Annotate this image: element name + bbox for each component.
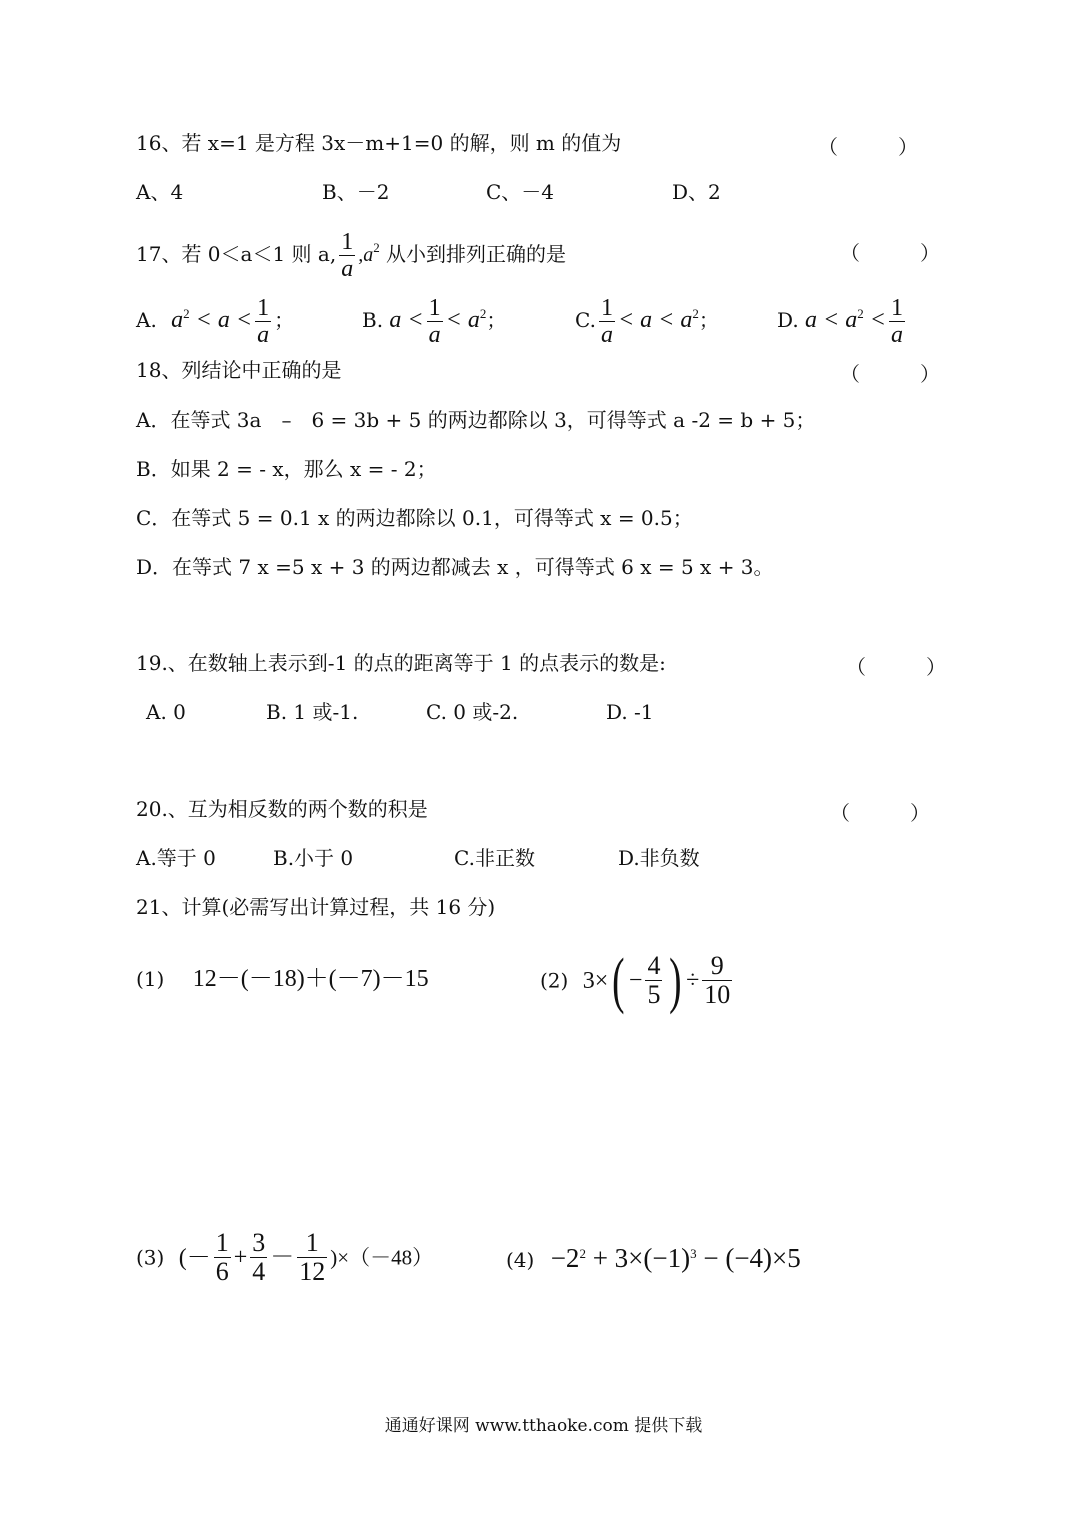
q16-option-b: B、－2 bbox=[322, 180, 390, 204]
q21-part-3-tail: )×（－48） bbox=[330, 1245, 434, 1270]
q18-option-c: C．在等式 5 = 0.1 x 的两边都除以 0.1，可得等式 x = 0.5； bbox=[136, 506, 693, 530]
q17-option-d-label: D. bbox=[777, 308, 799, 332]
q20-option-a: A.等于 0 bbox=[136, 846, 216, 870]
q19-option-d: D. -1 bbox=[606, 700, 654, 724]
q18-answer-paren: （ ） bbox=[840, 362, 940, 386]
q17-option-d: D. $a < a^2$ < $\frac{1}{a}$ bbox=[777, 295, 903, 348]
q19-answer-paren: （ ） bbox=[846, 655, 946, 679]
q17-option-b-label: B. bbox=[362, 308, 384, 332]
q17-answer-paren: （ ） bbox=[840, 241, 940, 265]
q21-part-3: (3) (－ $\frac{1}{6}$ + $\frac{3}{4}$ － $\frac{1}{12}$ )×（－48） bbox=[136, 1228, 434, 1286]
q17-option-a: A. $a^2 < a$ < $\frac{1}{a}$ ； bbox=[136, 295, 295, 348]
q21-part-2-label: (2) bbox=[540, 968, 569, 993]
q21-part-4 bbox=[506, 1232, 801, 1282]
q17-option-c-label: C. bbox=[575, 308, 596, 332]
q17-option-c: C. $\frac{1}{a}$ < $a < a^2$； bbox=[575, 295, 719, 348]
q21-part-2-fraction-4-5: $\frac{4}{5}$ bbox=[647, 951, 661, 1009]
q20-answer-paren: （ ） bbox=[830, 801, 930, 825]
q19-option-b: B. 1 或-1. bbox=[266, 700, 359, 724]
q21-part-3-fraction-1-12: $\frac{1}{12}$ bbox=[299, 1228, 326, 1286]
q20-option-c: C.非正数 bbox=[454, 846, 535, 870]
q16-answer-paren: （ ） bbox=[818, 135, 918, 159]
q17-stem-suffix: 从小到排列正确的是 bbox=[386, 242, 567, 266]
q21-part-3-label: (3) bbox=[136, 1245, 165, 1270]
q21-part-2: (2) 3×( − $\frac{4}{5}$ ) ÷ $\frac{9}{10}$ bbox=[540, 946, 731, 1015]
q18-option-b: B．如果 2 = - x，那么 x = - 2； bbox=[136, 457, 437, 481]
q17-a-fraction: $\frac{1}{a}$ bbox=[257, 295, 270, 348]
q17-d-fraction: $\frac{1}{a}$ bbox=[890, 295, 903, 348]
q20-stem: 20.、互为相反数的两个数的积是 bbox=[136, 797, 428, 821]
q20-option-b: B.小于 0 bbox=[273, 846, 354, 870]
q18-option-a: A．在等式 3a – 6 = 3b + 5 的两边都除以 3，可得等式 a -2 = b + 5； bbox=[136, 408, 816, 432]
q21-part-3-fraction-3-4: $\frac{3}{4}$ bbox=[252, 1228, 266, 1286]
q21-part-2-fraction-9-10: $\frac{9}{10}$ bbox=[704, 951, 731, 1009]
q17-fraction-1-over-a: $\frac{1}{a}$ bbox=[341, 229, 354, 282]
page-footer: 通通好课网 www.tthaoke.com 提供下载 bbox=[384, 1416, 703, 1436]
q17-c-fraction: $\frac{1}{a}$ bbox=[600, 295, 613, 348]
q21-part-1-expression: 12－(－18)＋(－7)－15 bbox=[192, 966, 429, 992]
q18-stem: 18、列结论中正确的是 bbox=[136, 358, 342, 382]
q19-option-a: A. 0 bbox=[146, 700, 186, 724]
q21-part-4-expression: $-2^2 + 3\times(-1)^3 - (-4)\times 5$ bbox=[550, 1243, 801, 1273]
q17-option-b: B. a < $\frac{1}{a}$ < $a^2$； bbox=[362, 295, 507, 348]
q16-stem: 16、若 x=1 是方程 3x－m+1=0 的解，则 m 的值为 bbox=[136, 131, 622, 155]
q17-stem: 17、若 0＜a＜1 则 a, $\frac{1}{a}$ $,a^2$ 从小到排列正确的是 bbox=[136, 229, 567, 282]
q21-part-1 bbox=[136, 962, 429, 996]
q21-part-1-label: (1) bbox=[136, 967, 165, 991]
q18-option-d: D．在等式 7 x =5 x + 3 的两边都减去 x ，可得等式 6 x = 5 x + 3。 bbox=[136, 555, 774, 579]
q21-part-4-label: (4) bbox=[506, 1248, 535, 1272]
q21-stem: 21、计算(必需写出计算过程，共 16 分) bbox=[136, 895, 496, 919]
q17-b-fraction: $\frac{1}{a}$ bbox=[428, 295, 441, 348]
q19-stem: 19.、在数轴上表示到-1 的点的距离等于 1 的点表示的数是: bbox=[136, 651, 666, 675]
q17-stem-prefix: 17、若 0＜a＜1 则 a, bbox=[136, 242, 337, 266]
q16-option-d: D、2 bbox=[672, 180, 721, 204]
q20-option-d: D.非负数 bbox=[618, 846, 700, 870]
q16-option-a: A、4 bbox=[136, 180, 184, 204]
q21-part-3-fraction-1-6: $\frac{1}{6}$ bbox=[215, 1228, 229, 1286]
q17-option-a-label: A. bbox=[136, 308, 157, 332]
q16-option-c: C、－4 bbox=[486, 180, 555, 204]
q19-option-c: C. 0 或-2. bbox=[426, 700, 519, 724]
